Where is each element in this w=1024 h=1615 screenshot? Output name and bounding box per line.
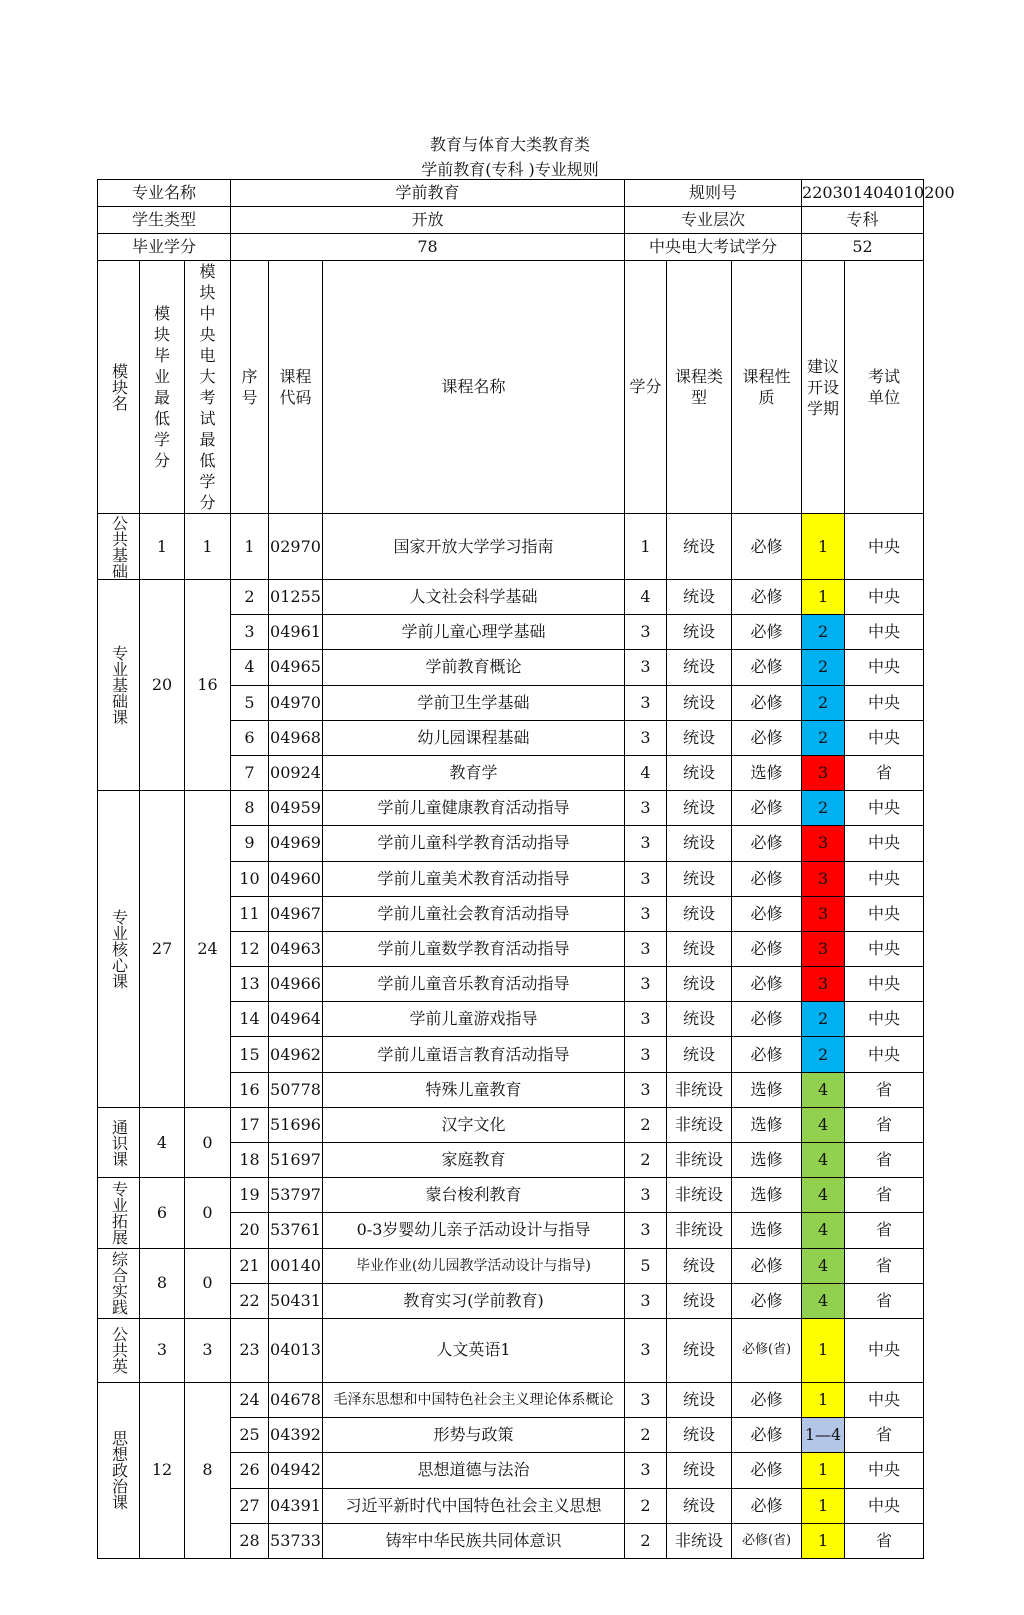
course-code: 51696: [269, 1107, 323, 1142]
course-name: 学前儿童数学教育活动指导: [323, 931, 625, 966]
course-semester: 3: [802, 826, 845, 861]
course-unit: 中央: [845, 615, 924, 650]
course-semester: 4: [802, 1072, 845, 1107]
course-code: 04964: [269, 1002, 323, 1037]
course-type: 统设: [667, 1318, 732, 1382]
course-unit: 中央: [845, 1318, 924, 1382]
course-nature: 必修: [732, 861, 802, 896]
module-min-credits: 20: [140, 580, 185, 791]
course-code: 04392: [269, 1418, 323, 1453]
course-semester: 3: [802, 861, 845, 896]
course-seq: 17: [231, 1107, 269, 1142]
course-semester: 2: [802, 685, 845, 720]
course-code: 04391: [269, 1488, 323, 1523]
course-unit: 中央: [845, 650, 924, 685]
course-semester: 4: [802, 1248, 845, 1283]
course-unit: 中央: [845, 896, 924, 931]
module-min-credits: 27: [140, 791, 185, 1108]
course-code: 02970: [269, 514, 323, 580]
course-nature: 必修: [732, 1382, 802, 1417]
info-value: 78: [231, 234, 625, 261]
course-code: 04013: [269, 1318, 323, 1382]
course-credit: 2: [625, 1523, 667, 1558]
course-semester: 1: [802, 580, 845, 615]
course-code: 04962: [269, 1037, 323, 1072]
course-semester: 4: [802, 1107, 845, 1142]
course-semester: 1: [802, 1523, 845, 1558]
module-name: 专业拓展: [98, 1178, 140, 1248]
course-type: 统设: [667, 720, 732, 755]
course-unit: 中央: [845, 580, 924, 615]
module-name: 综合实践: [98, 1248, 140, 1318]
module-central-min: 0: [185, 1178, 231, 1248]
module-central-min: 1: [185, 514, 231, 580]
module-min-credits: 8: [140, 1248, 185, 1318]
course-type: 统设: [667, 580, 732, 615]
course-type: 统设: [667, 1453, 732, 1488]
course-code: 04960: [269, 861, 323, 896]
course-unit: 省: [845, 1178, 924, 1213]
course-name: 教育学: [323, 755, 625, 790]
course-name: 学前儿童健康教育活动指导: [323, 791, 625, 826]
info-label: 专业名称: [98, 180, 231, 207]
course-name: 教育实习(学前教育): [323, 1283, 625, 1318]
course-semester: 2: [802, 791, 845, 826]
course-type: 统设: [667, 826, 732, 861]
course-semester: 4: [802, 1213, 845, 1248]
course-type: 统设: [667, 967, 732, 1002]
course-nature: 选修: [732, 1143, 802, 1178]
course-type: 统设: [667, 791, 732, 826]
course-credit: 3: [625, 685, 667, 720]
course-type: 非统设: [667, 1178, 732, 1213]
course-name: 特殊儿童教育: [323, 1072, 625, 1107]
course-unit: 中央: [845, 1488, 924, 1523]
course-code: 51697: [269, 1143, 323, 1178]
course-seq: 6: [231, 720, 269, 755]
course-name: 家庭教育: [323, 1143, 625, 1178]
course-name: 学前儿童心理学基础: [323, 615, 625, 650]
module-name: 思想政治课: [98, 1382, 140, 1558]
module-min-credits: 3: [140, 1318, 185, 1382]
course-nature: 选修: [732, 1178, 802, 1213]
course-nature: 必修(省): [732, 1318, 802, 1382]
info-label: 学生类型: [98, 207, 231, 234]
course-unit: 省: [845, 1248, 924, 1283]
course-seq: 23: [231, 1318, 269, 1382]
course-nature: 选修: [732, 1213, 802, 1248]
header-type: 课程类型: [667, 261, 732, 514]
course-unit: 中央: [845, 861, 924, 896]
course-type: 统设: [667, 650, 732, 685]
course-seq: 9: [231, 826, 269, 861]
course-semester: 4: [802, 1143, 845, 1178]
course-type: 非统设: [667, 1143, 732, 1178]
course-type: 统设: [667, 1283, 732, 1318]
header-credit: 学分: [625, 261, 667, 514]
course-code: 50778: [269, 1072, 323, 1107]
module-name: 公共基础: [98, 514, 140, 580]
course-credit: 4: [625, 755, 667, 790]
course-code: 50431: [269, 1283, 323, 1318]
module-central-min: 0: [185, 1107, 231, 1177]
course-seq: 21: [231, 1248, 269, 1283]
course-nature: 必修: [732, 1418, 802, 1453]
module-central-min: 16: [185, 580, 231, 791]
course-seq: 16: [231, 1072, 269, 1107]
course-code: 00924: [269, 755, 323, 790]
course-seq: 8: [231, 791, 269, 826]
course-code: 04967: [269, 896, 323, 931]
course-name: 学前儿童社会教育活动指导: [323, 896, 625, 931]
course-nature: 选修: [732, 755, 802, 790]
course-credit: 3: [625, 791, 667, 826]
module-central-min: 3: [185, 1318, 231, 1382]
module-min-credits: 12: [140, 1382, 185, 1558]
course-credit: 3: [625, 1318, 667, 1382]
course-type: 统设: [667, 1488, 732, 1523]
course-credit: 3: [625, 1072, 667, 1107]
course-code: 04965: [269, 650, 323, 685]
module-min-credits: 4: [140, 1107, 185, 1177]
course-name: 学前教育概论: [323, 650, 625, 685]
course-nature: 必修: [732, 580, 802, 615]
course-seq: 11: [231, 896, 269, 931]
course-seq: 25: [231, 1418, 269, 1453]
course-semester: 3: [802, 896, 845, 931]
course-nature: 必修: [732, 685, 802, 720]
info-value: 开放: [231, 207, 625, 234]
course-seq: 10: [231, 861, 269, 896]
course-credit: 3: [625, 896, 667, 931]
course-seq: 5: [231, 685, 269, 720]
course-unit: 省: [845, 755, 924, 790]
course-credit: 3: [625, 826, 667, 861]
course-semester: 1: [802, 1453, 845, 1488]
course-name: 国家开放大学学习指南: [323, 514, 625, 580]
rules-table: [97, 179, 955, 1559]
course-name: 人文英语1: [323, 1318, 625, 1382]
header-nature: 课程性质: [732, 261, 802, 514]
course-unit: 中央: [845, 1037, 924, 1072]
course-semester: 2: [802, 615, 845, 650]
course-code: 04970: [269, 685, 323, 720]
course-semester: 1: [802, 1382, 845, 1417]
course-unit: 中央: [845, 967, 924, 1002]
module-min-credits: 6: [140, 1178, 185, 1248]
course-name: 毛泽东思想和中国特色社会主义理论体系概论: [323, 1382, 625, 1417]
course-nature: 选修: [732, 1072, 802, 1107]
document-title: 教育与体育大类教育类: [429, 135, 590, 154]
course-semester: 3: [802, 931, 845, 966]
course-name: 学前儿童音乐教育活动指导: [323, 967, 625, 1002]
course-semester: 2: [802, 1037, 845, 1072]
course-nature: 必修: [732, 615, 802, 650]
course-seq: 2: [231, 580, 269, 615]
course-credit: 2: [625, 1107, 667, 1142]
course-type: 统设: [667, 1002, 732, 1037]
course-code: 04968: [269, 720, 323, 755]
course-name: 毕业作业(幼儿园教学活动设计与指导): [323, 1248, 625, 1283]
module-name: 专业核心课: [98, 791, 140, 1108]
course-name: 学前儿童美术教育活动指导: [323, 861, 625, 896]
course-semester: 4: [802, 1178, 845, 1213]
course-type: 统设: [667, 861, 732, 896]
course-credit: 3: [625, 967, 667, 1002]
course-nature: 必修: [732, 896, 802, 931]
course-row: [98, 580, 924, 615]
course-semester: 1: [802, 1488, 845, 1523]
course-semester: 2: [802, 720, 845, 755]
course-seq: 18: [231, 1143, 269, 1178]
course-code: 04942: [269, 1453, 323, 1488]
course-type: 非统设: [667, 1072, 732, 1107]
course-type: 非统设: [667, 1213, 732, 1248]
module-central-min: 8: [185, 1382, 231, 1558]
course-credit: 3: [625, 1037, 667, 1072]
info-value: 专科: [802, 207, 924, 234]
course-nature: 必修: [732, 1453, 802, 1488]
course-code: 53733: [269, 1523, 323, 1558]
course-name: 蒙台梭利教育: [323, 1178, 625, 1213]
course-code: 00140: [269, 1248, 323, 1283]
course-credit: 1: [625, 514, 667, 580]
course-seq: 14: [231, 1002, 269, 1037]
course-unit: 中央: [845, 931, 924, 966]
course-credit: 3: [625, 1002, 667, 1037]
course-unit: 中央: [845, 826, 924, 861]
course-seq: 4: [231, 650, 269, 685]
course-unit: 省: [845, 1072, 924, 1107]
course-seq: 22: [231, 1283, 269, 1318]
course-name: 汉字文化: [323, 1107, 625, 1142]
module-name: 专业基础课: [98, 580, 140, 791]
course-unit: 中央: [845, 1002, 924, 1037]
course-name: 学前儿童语言教育活动指导: [323, 1037, 625, 1072]
course-nature: 必修: [732, 1002, 802, 1037]
course-seq: 1: [231, 514, 269, 580]
course-seq: 12: [231, 931, 269, 966]
course-nature: 必修: [732, 1248, 802, 1283]
course-semester: 1: [802, 514, 845, 580]
course-nature: 必修: [732, 650, 802, 685]
course-credit: 4: [625, 580, 667, 615]
course-code: 04963: [269, 931, 323, 966]
module-min-credits: 1: [140, 514, 185, 580]
course-credit: 3: [625, 1382, 667, 1417]
info-label: 规则号: [625, 180, 802, 207]
info-value: 220301404010200: [802, 180, 924, 207]
course-type: 统设: [667, 1382, 732, 1417]
course-row: [98, 1382, 924, 1417]
course-type: 统设: [667, 1248, 732, 1283]
course-seq: 13: [231, 967, 269, 1002]
course-type: 统设: [667, 685, 732, 720]
course-code: 04969: [269, 826, 323, 861]
header-module: 模块名: [98, 261, 140, 514]
course-code: 04966: [269, 967, 323, 1002]
course-semester: 1—4: [802, 1418, 845, 1453]
course-code: 04959: [269, 791, 323, 826]
course-credit: 3: [625, 650, 667, 685]
course-nature: 必修: [732, 791, 802, 826]
header-central-min: 模块中央电大考试最低学分: [185, 261, 231, 514]
course-seq: 24: [231, 1382, 269, 1417]
course-name: 幼儿园课程基础: [323, 720, 625, 755]
course-unit: 中央: [845, 1382, 924, 1417]
header-min-credits: 模块毕业最低学分: [140, 261, 185, 514]
course-seq: 15: [231, 1037, 269, 1072]
course-row: [98, 791, 924, 826]
course-nature: 必修: [732, 720, 802, 755]
course-credit: 2: [625, 1418, 667, 1453]
module-central-min: 0: [185, 1248, 231, 1318]
course-nature: 选修: [732, 1107, 802, 1142]
course-unit: 中央: [845, 1453, 924, 1488]
course-unit: 省: [845, 1213, 924, 1248]
course-credit: 2: [625, 1143, 667, 1178]
header-code: 课程代码: [269, 261, 323, 514]
course-credit: 3: [625, 1178, 667, 1213]
course-name: 学前儿童游戏指导: [323, 1002, 625, 1037]
course-name: 0-3岁婴幼儿亲子活动设计与指导: [323, 1213, 625, 1248]
info-value: 52: [802, 234, 924, 261]
module-central-min: 24: [185, 791, 231, 1108]
course-row: [98, 1248, 924, 1283]
course-semester: 2: [802, 1002, 845, 1037]
course-nature: 必修: [732, 1488, 802, 1523]
header-name: 课程名称: [323, 261, 625, 514]
course-code: 53797: [269, 1178, 323, 1213]
module-name: 公共英: [98, 1318, 140, 1382]
course-name: 思想道德与法治: [323, 1453, 625, 1488]
course-unit: 中央: [845, 514, 924, 580]
header-seq: 序号: [231, 261, 269, 514]
course-seq: 27: [231, 1488, 269, 1523]
course-seq: 20: [231, 1213, 269, 1248]
module-name: 通识课: [98, 1107, 140, 1177]
course-nature: 必修: [732, 967, 802, 1002]
course-nature: 必修: [732, 1037, 802, 1072]
course-type: 统设: [667, 1418, 732, 1453]
course-unit: 省: [845, 1143, 924, 1178]
course-unit: 省: [845, 1418, 924, 1453]
course-credit: 3: [625, 1453, 667, 1488]
course-credit: 2: [625, 1488, 667, 1523]
course-semester: 4: [802, 1283, 845, 1318]
course-row: [98, 1178, 924, 1213]
course-semester: 3: [802, 967, 845, 1002]
course-credit: 3: [625, 1283, 667, 1318]
course-semester: 3: [802, 755, 845, 790]
course-unit: 省: [845, 1523, 924, 1558]
course-credit: 3: [625, 720, 667, 755]
course-unit: 中央: [845, 791, 924, 826]
course-row: [98, 514, 924, 580]
course-name: 人文社会科学基础: [323, 580, 625, 615]
course-type: 统设: [667, 896, 732, 931]
header-unit: 考试单位: [845, 261, 924, 514]
course-name: 形势与政策: [323, 1418, 625, 1453]
course-type: 统设: [667, 1037, 732, 1072]
course-credit: 3: [625, 931, 667, 966]
course-nature: 必修: [732, 826, 802, 861]
info-label: 中央电大考试学分: [625, 234, 802, 261]
course-nature: 必修(省): [732, 1523, 802, 1558]
course-code: 04961: [269, 615, 323, 650]
course-unit: 中央: [845, 685, 924, 720]
course-name: 学前儿童科学教育活动指导: [323, 826, 625, 861]
course-type: 统设: [667, 514, 732, 580]
course-unit: 省: [845, 1107, 924, 1142]
course-type: 统设: [667, 615, 732, 650]
course-unit: 省: [845, 1283, 924, 1318]
course-type: 统设: [667, 931, 732, 966]
course-seq: 19: [231, 1178, 269, 1213]
course-seq: 7: [231, 755, 269, 790]
course-credit: 5: [625, 1248, 667, 1283]
course-row: [98, 1107, 924, 1142]
course-seq: 3: [231, 615, 269, 650]
course-code: 53761: [269, 1213, 323, 1248]
info-value: 学前教育: [231, 180, 625, 207]
course-type: 非统设: [667, 1523, 732, 1558]
course-name: 习近平新时代中国特色社会主义思想: [323, 1488, 625, 1523]
header-semester: 建议开设学期: [802, 261, 845, 514]
course-code: 01255: [269, 580, 323, 615]
course-type: 非统设: [667, 1107, 732, 1142]
course-name: 铸牢中华民族共同体意识: [323, 1523, 625, 1558]
course-name: 学前卫生学基础: [323, 685, 625, 720]
course-credit: 3: [625, 1213, 667, 1248]
course-credit: 3: [625, 615, 667, 650]
course-code: 04678: [269, 1382, 323, 1417]
course-seq: 26: [231, 1453, 269, 1488]
course-nature: 必修: [732, 1283, 802, 1318]
course-semester: 1: [802, 1318, 845, 1382]
course-credit: 3: [625, 861, 667, 896]
info-label: 专业层次: [625, 207, 802, 234]
course-unit: 中央: [845, 720, 924, 755]
document-subtitle: 学前教育(专科 )专业规则: [421, 160, 599, 179]
course-semester: 2: [802, 650, 845, 685]
course-nature: 必修: [732, 514, 802, 580]
course-nature: 必修: [732, 931, 802, 966]
course-row: [98, 1318, 924, 1382]
info-label: 毕业学分: [98, 234, 231, 261]
course-seq: 28: [231, 1523, 269, 1558]
course-type: 统设: [667, 755, 732, 790]
